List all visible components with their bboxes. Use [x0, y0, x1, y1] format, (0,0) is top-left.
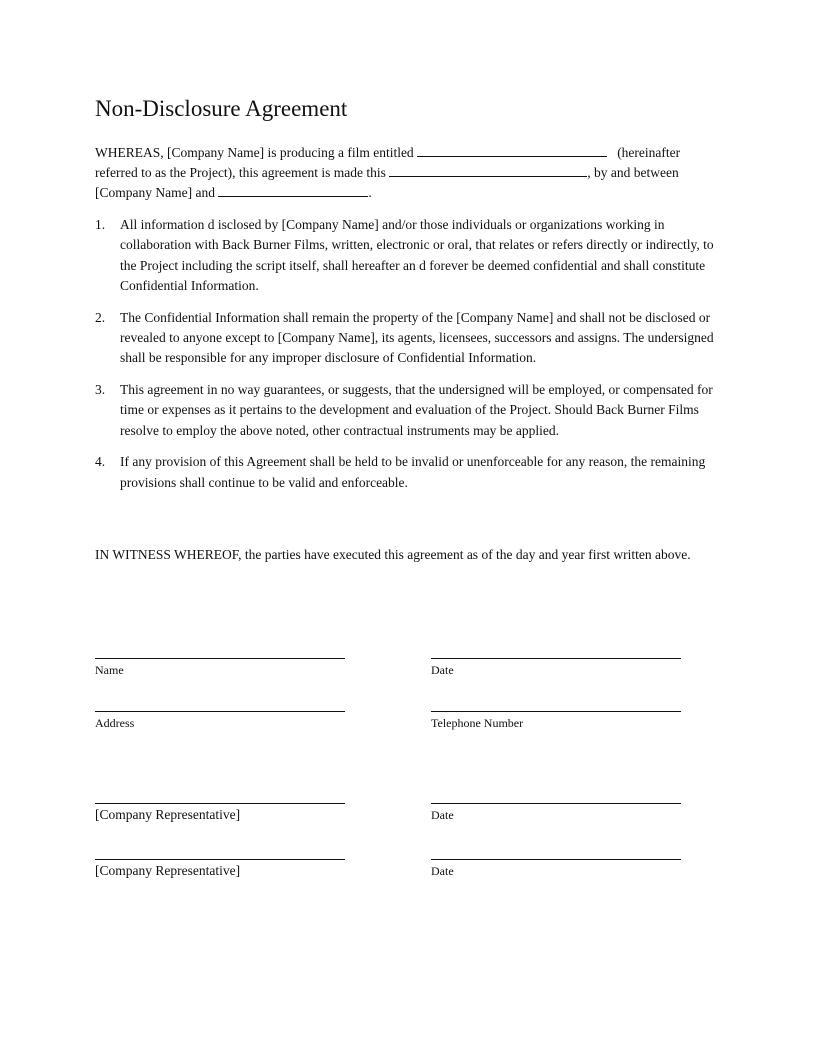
clause-text: All information d isclosed by [Company Name] and/or those individuals or organizations working in collaboration with Back Burner Films, written, electronic or oral, that relates or refers directly or indirectly, to the Project including the script itself, shall hereafter an d forever be deemed confidential and shall constitute Confidential Information. — [120, 217, 714, 293]
whereas-line-3 — [95, 183, 720, 203]
name-signature-field — [95, 658, 345, 678]
address-signature-line[interactable] — [95, 711, 345, 712]
rep-2-date-label: Date — [431, 864, 454, 878]
document-title: Non-Disclosure Agreement — [95, 96, 348, 121]
film-title-blank[interactable] — [417, 143, 607, 157]
clause-text: This agreement in no way guarantees, or suggests, that the undersigned will be employed, or compensated for time or expenses as it pertains to the development and evaluation of the Project. Should Back Burner Films resolve to employ the above noted, other contractual instruments may be applied. — [120, 382, 713, 438]
clause-text: If any provision of this Agreement shall be held to be invalid or unenforceable for any reason, the remaining provisions shall continue to be valid and enforceable. — [120, 454, 706, 490]
telephone-label: Telephone Number — [431, 716, 524, 730]
clause-number: 3. — [95, 382, 106, 398]
telephone-signature-line[interactable] — [431, 711, 681, 712]
rep-2-date-signature-field — [431, 859, 681, 879]
whereas-line-2 — [95, 163, 720, 183]
address-signature-field — [95, 711, 345, 731]
clause-item — [95, 215, 720, 296]
clause-number: 2. — [95, 309, 106, 325]
clause-item — [95, 452, 720, 493]
rep-2-date-signature-line[interactable] — [431, 859, 681, 860]
date-label: Date — [431, 663, 454, 677]
clause-list — [95, 215, 720, 505]
address-label: Address — [95, 716, 135, 730]
whereas-text-1a: WHEREAS, [Company Name] is producing a film entitled — [95, 145, 414, 160]
whereas-line-1 — [95, 143, 720, 163]
whereas-text-2b: , by and between — [587, 165, 679, 180]
company-rep-2-label: [Company Representative] — [95, 863, 241, 878]
clause-number: 1. — [95, 217, 106, 232]
company-rep-2-signature-field — [95, 859, 345, 880]
clause-number: 4. — [95, 454, 106, 470]
party-name-blank[interactable] — [218, 183, 368, 197]
company-rep-signature-line[interactable] — [95, 803, 345, 804]
rep-date-signature-field — [431, 803, 681, 823]
clause-item — [95, 380, 720, 441]
company-rep-signature-field — [95, 803, 345, 824]
rep-date-label: Date — [431, 808, 454, 822]
witness-paragraph: IN WITNESS WHEREOF, the parties have executed this agreement as of the day and year first written above. — [95, 547, 691, 562]
date-signature-line[interactable] — [431, 658, 681, 659]
rep-date-signature-line[interactable] — [431, 803, 681, 804]
clause-item — [95, 308, 720, 369]
agreement-date-blank[interactable] — [389, 163, 587, 177]
name-signature-line[interactable] — [95, 658, 345, 659]
whereas-text-3a: [Company Name] and — [95, 185, 215, 200]
whereas-text-2a: referred to as the Project), this agreement is made this — [95, 165, 386, 180]
company-rep-2-signature-line[interactable] — [95, 859, 345, 860]
whereas-text-3b: . — [368, 185, 372, 200]
name-label: Name — [95, 663, 124, 677]
date-signature-field — [431, 658, 681, 678]
clause-text: The Confidential Information shall remain the property of the [Company Name] and shall not be disclosed or revealed to anyone except to [Company Name], its agents, licensees, successors and assigns. The undersigned shall be responsible for any improper disclosure of Confidential Information. — [120, 309, 714, 366]
whereas-paragraph — [95, 143, 720, 203]
whereas-text-1b: (hereinafter — [617, 145, 681, 160]
company-rep-label: [Company Representative] — [95, 807, 241, 822]
telephone-signature-field — [431, 711, 681, 731]
